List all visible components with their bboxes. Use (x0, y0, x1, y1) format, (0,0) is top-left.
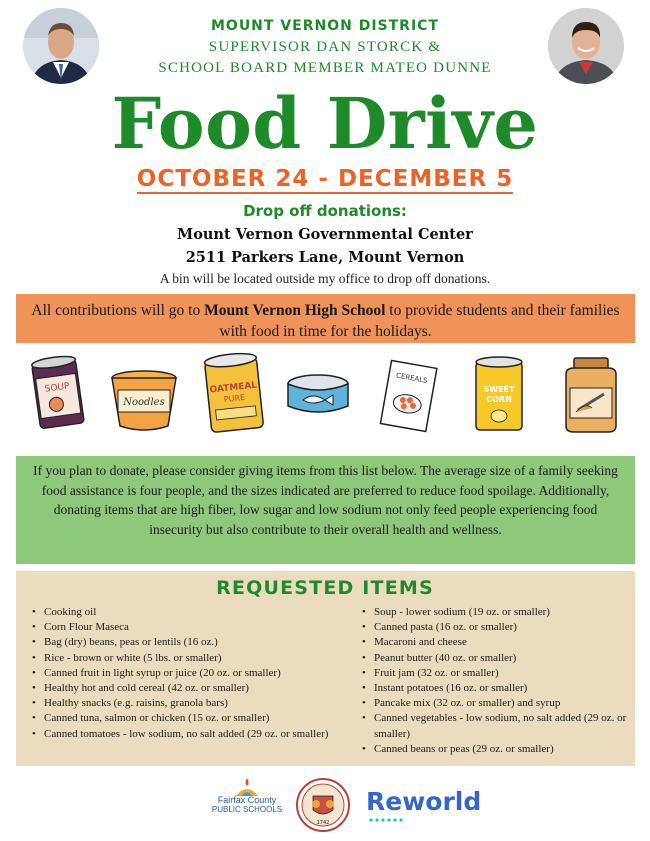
date-range (0, 166, 650, 192)
banner-prefix: All contributions will go to (31, 302, 205, 319)
oatmeal-can-icon (198, 350, 270, 438)
list-item: • Canned tuna, salmon or chicken (15 oz. or smaller) (44, 711, 344, 726)
list-item: • Canned pasta (16 oz. or smaller) (374, 620, 634, 635)
peanut-butter-jar-icon (556, 350, 626, 438)
soup-label: SOUP (44, 381, 71, 395)
requested-items-right-list (360, 605, 634, 757)
requested-items-left-list (30, 605, 344, 742)
noodles-label: Noodles (123, 397, 165, 408)
district-heading: MOUNT VERNON DISTRICT (210, 18, 439, 34)
banner-school: Mount Vernon High School (204, 302, 386, 319)
board-member-line: SCHOOL BOARD MEMBER MATEO DUNNE (158, 60, 492, 76)
fcps-line-1: Fairfax County (217, 795, 277, 805)
cereal-box-icon (374, 350, 444, 438)
location-address: 2511 Parkers Lane, Mount Vernon (185, 249, 465, 266)
oatmeal-label-1: OATMEAL (209, 380, 258, 396)
dropoff-heading: Drop off donations: (243, 202, 407, 220)
reworld-dots-icon (368, 817, 404, 823)
corn-label-1: SWEET (483, 385, 515, 394)
dropoff-note: A bin will be located outside my office to drop off donations. (159, 271, 491, 286)
list-item: • Soup - lower sodium (19 oz. or smaller) (374, 605, 634, 620)
donation-info-box (16, 456, 635, 564)
page-title: Food Drive (111, 82, 539, 165)
cereal-label: CEREALS (395, 371, 429, 385)
list-item: • Rice - brown or white (5 lbs. or smaller) (44, 651, 344, 666)
corn-label-2: CORN (486, 395, 512, 404)
fcps-line-2: PUBLIC SCHOOLS (211, 805, 283, 814)
list-item: • Healthy snacks (e.g. raisins, granola bars) (44, 696, 344, 711)
list-item: • Cooking oil (44, 605, 344, 620)
list-item: • Canned tomatoes - low sodium, no salt added (29 oz. or smaller) (44, 727, 344, 742)
supervisor-line: SUPERVISOR DAN STORCK & (208, 39, 442, 55)
seal-year: 1742 (316, 820, 330, 826)
list-item: • Canned beans or peas (29 oz. or smaller) (374, 742, 634, 757)
sweet-corn-can-icon (466, 350, 532, 438)
list-item: • Peanut butter (40 oz. or smaller) (374, 651, 634, 666)
soup-can-icon (28, 350, 88, 438)
list-item: • Fruit jam (32 oz. or smaller) (374, 666, 634, 681)
list-item: • Macaroni and cheese (374, 635, 634, 650)
county-seal-icon (296, 778, 350, 832)
location-name: Mount Vernon Governmental Center (177, 226, 473, 243)
banner-suffix: to provide students and their families with food in time for the holidays. (219, 302, 620, 340)
list-item: • Canned fruit in light syrup or juice (20 oz. or smaller) (44, 666, 344, 681)
noodles-cup-icon (106, 350, 182, 438)
date-range-text: OCTOBER 24 - DECEMBER 5 (136, 166, 514, 192)
contribution-banner (16, 294, 635, 343)
list-item: • Pancake mix (32 oz. or smaller) and syrup (374, 696, 634, 711)
fcps-logo-text (210, 796, 284, 814)
donation-info-text: If you plan to donate, please consider giving items from this list below. The average size of a family seeking food assistance is four people, and the sizes indicated are preferred to reduce food spoilage. Additionally, donating items that are high fiber, low sugar and low sodium not only feed people experiencing food insecurity but also contribute to their overall health and wellness. (33, 463, 618, 537)
list-item: • Instant potatoes (16 oz. or smaller) (374, 681, 634, 696)
tuna-can-icon (283, 350, 353, 438)
list-item: • Canned vegetables - low sodium, no salt added (29 oz. or smaller) (374, 711, 634, 741)
list-item: • Bag (dry) beans, peas or lentils (16 oz.) (44, 635, 344, 650)
list-item: • Corn Flour Maseca (44, 620, 344, 635)
oatmeal-label-2: PURE (223, 392, 246, 405)
requested-items-title: REQUESTED ITEMS (216, 577, 434, 599)
list-item: • Healthy hot and cold cereal (42 oz. or smaller) (44, 681, 344, 696)
reworld-logo: Reworld (366, 787, 482, 816)
contribution-text (16, 294, 635, 342)
